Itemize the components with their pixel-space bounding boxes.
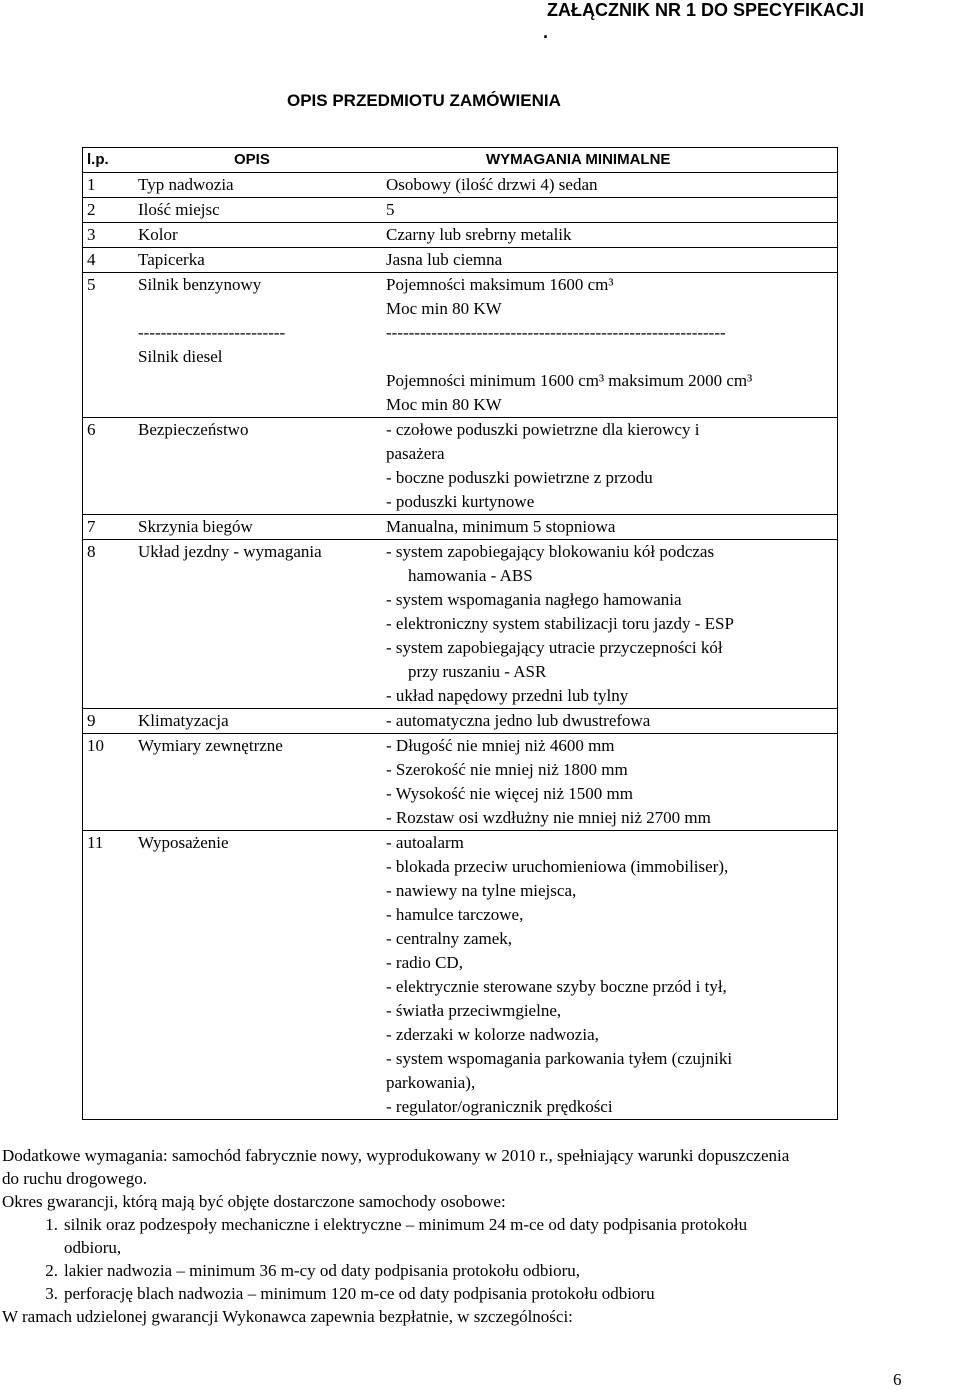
- description-line: Wyposażenie: [138, 833, 229, 852]
- requirement-cell: [382, 515, 837, 539]
- requirement-line: Moc min 80 KW: [386, 395, 502, 414]
- row-number: 11: [87, 833, 104, 852]
- requirement-line: 5: [386, 200, 395, 219]
- row-number-cell: [83, 173, 138, 197]
- row-number-cell: [83, 831, 138, 1119]
- requirement-line: - światła przeciwmgielne,: [386, 1001, 562, 1020]
- requirement-line: - centralny zamek,: [386, 929, 513, 948]
- requirement-line: - system zapobiegający blokowaniu kół podczas: [386, 542, 715, 561]
- row-number: 6: [87, 420, 96, 439]
- requirement-line: - boczne poduszki powietrzne z przodu: [386, 468, 653, 487]
- annex-dot: .: [543, 22, 549, 42]
- row-number: 2: [87, 200, 96, 219]
- warranty-item-text: odbioru,: [64, 1238, 122, 1257]
- requirement-line: Jasna lub ciemna: [386, 250, 503, 269]
- requirement-line: - system wspomagania nagłego hamowania: [386, 590, 682, 609]
- row-number-cell: [83, 734, 138, 830]
- requirement-line: - automatyczna jedno lub dwustrefowa: [386, 711, 651, 730]
- requirement-line: Pojemności minimum 1600 cm³ maksimum 2000 cm³: [386, 371, 753, 390]
- requirement-cell: [382, 273, 837, 417]
- warranty-item-text: perforację blach nadwozia – minimum 120 m-ce od daty podpisania protokołu odbioru: [64, 1284, 655, 1303]
- annex-title: ZAŁĄCZNIK NR 1 DO SPECYFIKACJI: [547, 0, 865, 20]
- requirement-line: Pojemności maksimum 1600 cm³: [386, 275, 614, 294]
- row-number: 10: [87, 736, 104, 755]
- warranty-item-number: 2.: [45, 1261, 58, 1280]
- description-cell: [138, 540, 382, 708]
- requirement-line: - zderzaki w kolorze nadwozia,: [386, 1025, 599, 1044]
- description-line: Układ jezdny - wymagania: [138, 542, 322, 561]
- requirement-cell: [382, 831, 837, 1119]
- requirement-line: - regulator/ogranicznik prędkości: [386, 1097, 613, 1116]
- requirement-cell: [382, 734, 837, 830]
- row-number-cell: [83, 248, 138, 272]
- table-row: [83, 418, 837, 515]
- description-line: Typ nadwozia: [138, 175, 234, 194]
- row-number: 4: [87, 250, 96, 269]
- row-number-cell: [83, 540, 138, 708]
- description-cell: [138, 248, 382, 272]
- requirement-line: parkowania),: [386, 1073, 476, 1092]
- requirements-table: [82, 147, 838, 1120]
- description-line: Silnik diesel: [138, 347, 223, 366]
- description-line: Ilość miejsc: [138, 200, 220, 219]
- requirement-line: - system zapobiegający utracie przyczepności kół: [386, 638, 723, 657]
- requirement-line: - Wysokość nie więcej niż 1500 mm: [386, 784, 633, 803]
- warranty-item: [2, 1213, 960, 1236]
- requirement-cell: [382, 709, 837, 733]
- table-row: [83, 831, 837, 1120]
- requirement-line: - radio CD,: [386, 953, 463, 972]
- row-number: 7: [87, 517, 96, 536]
- table-row: [83, 223, 837, 248]
- description-line: Silnik benzynowy: [138, 275, 262, 294]
- row-number-cell: [83, 418, 138, 514]
- requirement-line: - Długość nie mniej niż 4600 mm: [386, 736, 615, 755]
- requirement-line: Manualna, minimum 5 stopniowa: [386, 517, 616, 536]
- requirement-line: przy ruszaniu - ASR: [408, 662, 547, 681]
- extra-requirements-line-1: Dodatkowe wymagania: samochód fabrycznie nowy, wyprodukowany w 2010 r., spełniający warunki dopuszczenia: [2, 1146, 790, 1165]
- warranty-item-number: [2, 1236, 64, 1259]
- table-row: [83, 173, 837, 198]
- requirement-line: - poduszki kurtynowe: [386, 492, 535, 511]
- warranty-list: [2, 1213, 960, 1305]
- requirement-line: - układ napędowy przedni lub tylny: [386, 686, 629, 705]
- warranty-item-text: lakier nadwozia – minimum 36 m-cy od daty podpisania protokołu odbioru,: [64, 1261, 581, 1280]
- warranty-item: [2, 1282, 960, 1305]
- description-cell: [138, 831, 382, 1119]
- description-line: [138, 393, 382, 417]
- table-row: [83, 734, 837, 831]
- warranty-final: W ramach udzielonej gwarancji Wykonawca zapewnia bezpłatnie, w szczególności:: [2, 1307, 573, 1326]
- row-number-cell: [83, 223, 138, 247]
- row-number-cell: [83, 515, 138, 539]
- row-number: 5: [87, 275, 96, 294]
- table-row: [83, 198, 837, 223]
- requirement-line: Czarny lub srebrny metalik: [386, 225, 572, 244]
- warranty-item-number: 3.: [45, 1284, 58, 1303]
- requirement-line: [386, 345, 837, 369]
- warranty-item: [2, 1259, 960, 1282]
- table-row: [83, 273, 837, 418]
- description-cell: [138, 273, 382, 417]
- table-header-row: [83, 148, 837, 173]
- requirement-line: - nawiewy na tylne miejsca,: [386, 881, 577, 900]
- description-line: --------------------------: [138, 323, 286, 342]
- table-row: [83, 540, 837, 709]
- description-cell: [138, 734, 382, 830]
- warranty-item-text: silnik oraz podzespoły mechaniczne i elektryczne – minimum 24 m-ce od daty podpisania protokołu: [64, 1215, 748, 1234]
- header-lp: l.p.: [87, 151, 109, 168]
- requirement-cell: [382, 173, 837, 197]
- row-number: 3: [87, 225, 96, 244]
- requirement-line: - czołowe poduszki powietrzne dla kierowcy i: [386, 420, 700, 439]
- description-cell: [138, 418, 382, 514]
- requirement-line: hamowania - ABS: [408, 566, 533, 585]
- description-cell: [138, 515, 382, 539]
- requirement-cell: [382, 223, 837, 247]
- requirement-line: - elektrycznie sterowane szyby boczne przód i tył,: [386, 977, 727, 996]
- row-number: 9: [87, 711, 96, 730]
- requirement-cell: [382, 418, 837, 514]
- description-cell: [138, 709, 382, 733]
- requirement-cell: [382, 198, 837, 222]
- description-line: [138, 297, 382, 321]
- requirement-line: - hamulce tarczowe,: [386, 905, 524, 924]
- description-line: Wymiary zewnętrzne: [138, 736, 283, 755]
- description-line: Skrzynia biegów: [138, 517, 253, 536]
- warranty-item: [2, 1236, 960, 1259]
- requirement-line: Moc min 80 KW: [386, 299, 502, 318]
- requirement-cell: [382, 248, 837, 272]
- extra-requirements-line-2: do ruchu drogowego.: [2, 1169, 147, 1188]
- table-row: [83, 248, 837, 273]
- description-cell: [138, 173, 382, 197]
- row-number-cell: [83, 198, 138, 222]
- requirement-line: - system wspomagania parkowania tyłem (czujniki: [386, 1049, 733, 1068]
- description-line: Kolor: [138, 225, 178, 244]
- row-number: 1: [87, 175, 96, 194]
- header-opis: OPIS: [234, 151, 270, 168]
- row-number-cell: [83, 273, 138, 417]
- description-line: Tapicerka: [138, 250, 205, 269]
- requirement-line: ------------------------------------------------------------: [386, 323, 726, 342]
- description-line: Klimatyzacja: [138, 711, 229, 730]
- warranty-item-number: 1.: [45, 1215, 58, 1234]
- requirement-cell: [382, 540, 837, 708]
- description-line: [138, 369, 382, 393]
- requirement-line: Osobowy (ilość drzwi 4) sedan: [386, 175, 598, 194]
- page-title: OPIS PRZEDMIOTU ZAMÓWIENIA: [287, 91, 561, 110]
- row-number-cell: [83, 709, 138, 733]
- requirement-line: - autoalarm: [386, 833, 464, 852]
- warranty-intro: Okres gwarancji, którą mają być objęte dostarczone samochody osobowe:: [2, 1192, 506, 1211]
- table-row: [83, 709, 837, 734]
- requirement-line: pasażera: [386, 444, 445, 463]
- description-cell: [138, 223, 382, 247]
- page-number: 6: [893, 1370, 902, 1389]
- requirement-line: - Rozstaw osi wzdłużny nie mniej niż 2700 mm: [386, 808, 711, 827]
- requirement-line: - Szerokość nie mniej niż 1800 mm: [386, 760, 628, 779]
- header-wymagania: WYMAGANIA MINIMALNE: [486, 151, 671, 168]
- notes-section: [2, 1144, 960, 1328]
- table-row: [83, 515, 837, 540]
- description-cell: [138, 198, 382, 222]
- row-number: 8: [87, 542, 96, 561]
- requirement-line: - blokada przeciw uruchomieniowa (immobiliser),: [386, 857, 729, 876]
- requirement-line: - elektroniczny system stabilizacji toru jazdy - ESP: [386, 614, 734, 633]
- description-line: Bezpieczeństwo: [138, 420, 249, 439]
